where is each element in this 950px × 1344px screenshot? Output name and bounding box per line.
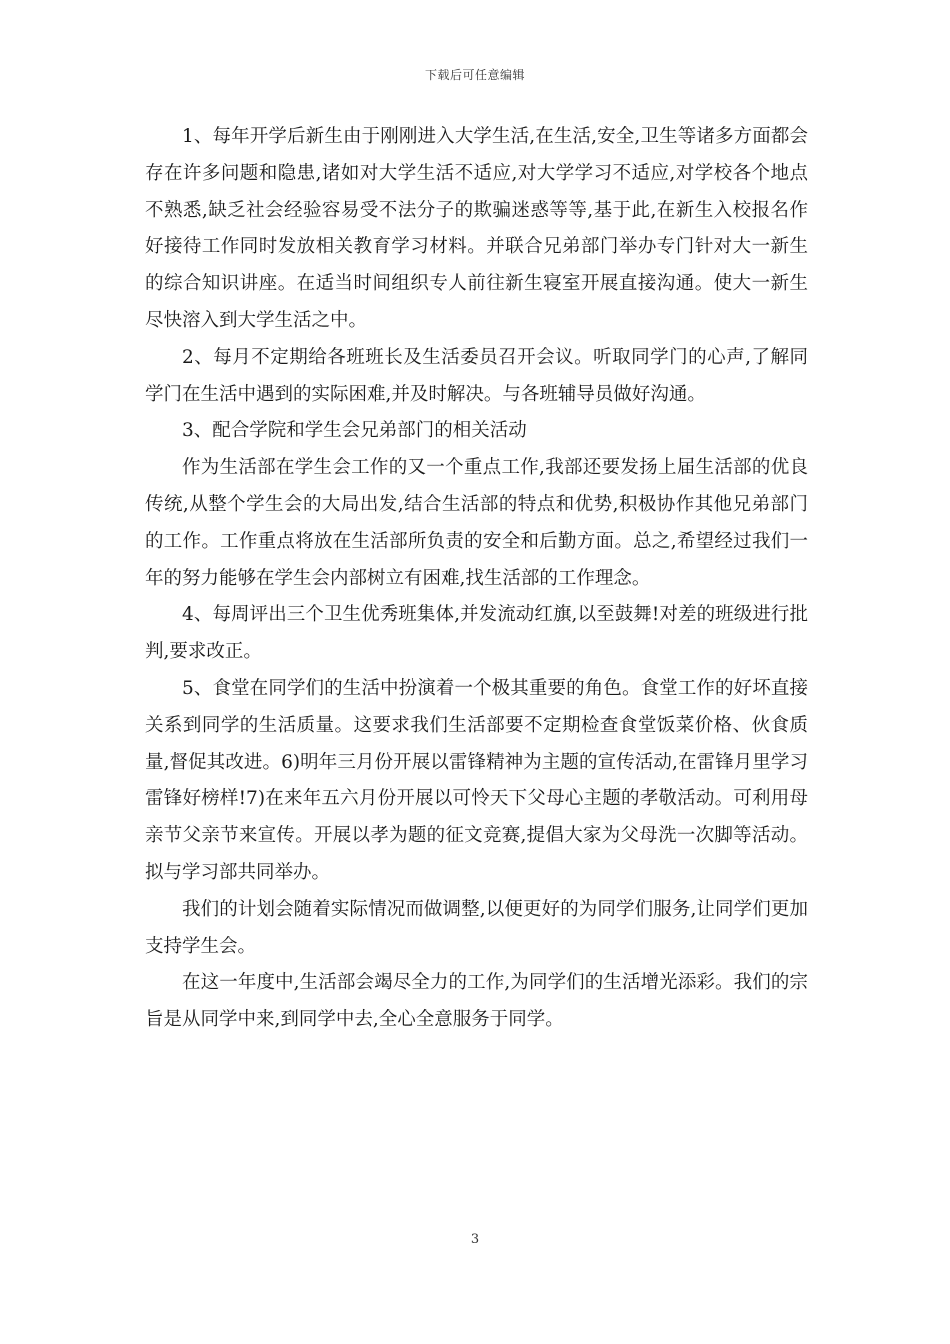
paragraph-item-1: 1、每年开学后新生由于刚刚进入大学生活,在生活,安全,卫生等诸多方面都会存在许多问题和隐患,诸如对大学生活不适应,对大学学习不适应,对学校各个地点不熟悉,缺乏社会经验容易受不法分子的欺骗迷惑等等,基于此,在新生入校报名作好接待工作同时发放相关教育学习材料。并联合兄弟部门举办专门针对大一新生的综合知识讲座。在适当时间组织专人前往新生寝室开展直接沟通。使大一新生尽快溶入到大学生活之中。 [145, 126, 808, 331]
paragraph-item-5: 5、食堂在同学们的生活中扮演着一个极其重要的角色。食堂工作的好坏直接关系到同学的生活质量。这要求我们生活部要不定期检查食堂饭菜价格、伙食质量,督促其改进。6)明年三月份开展以雷锋精神为主题的宣传活动,在雷锋月里学习雷锋好榜样!7)在来年五六月份开展以可怜天下父母心主题的孝敬活动。可利用母亲节父亲节来宣传。开展以孝为题的征文竞赛,提倡大家为父母洗一次脚等活动。拟与学习部共同举办。 [145, 677, 808, 883]
page-number: 3 [470, 1232, 480, 1247]
paragraph-item-4: 4、每周评出三个卫生优秀班集体,并发流动红旗,以至鼓舞!对差的班级进行批判,要求改正。 [145, 604, 808, 663]
paragraph-conclusion: 在这一年度中,生活部会竭尽全力的工作,为同学们的生活增光添彩。我们的宗旨是从同学中来,到同学中去,全心全意服务于同学。 [145, 972, 808, 1031]
document-body [145, 119, 808, 1039]
paragraph-item-2: 2、每月不定期给各班班长及生活委员召开会议。听取同学门的心声,了解同学门在生活中遇到的实际困难,并及时解决。与各班辅导员做好沟通。 [145, 346, 808, 405]
page-header-note: 下载后可任意编辑 [424, 68, 525, 82]
paragraph-body-cooperation: 作为生活部在学生会工作的又一个重点工作,我部还要发扬上届生活部的优良传统,从整个学生会的大局出发,结合生活部的特点和优势,积极协作其他兄弟部门的工作。工作重点将放在生活部所负责的安全和后勤方面。总之,希望经过我们一年的努力能够在学生会内部树立有困难,找生活部的工作理念。 [145, 457, 808, 589]
paragraph-plan-adjustment: 我们的计划会随着实际情况而做调整,以便更好的为同学们服务,让同学们更加支持学生会。 [145, 898, 808, 957]
paragraph-item-3: 3、配合学院和学生会兄弟部门的相关活动 [182, 420, 527, 442]
